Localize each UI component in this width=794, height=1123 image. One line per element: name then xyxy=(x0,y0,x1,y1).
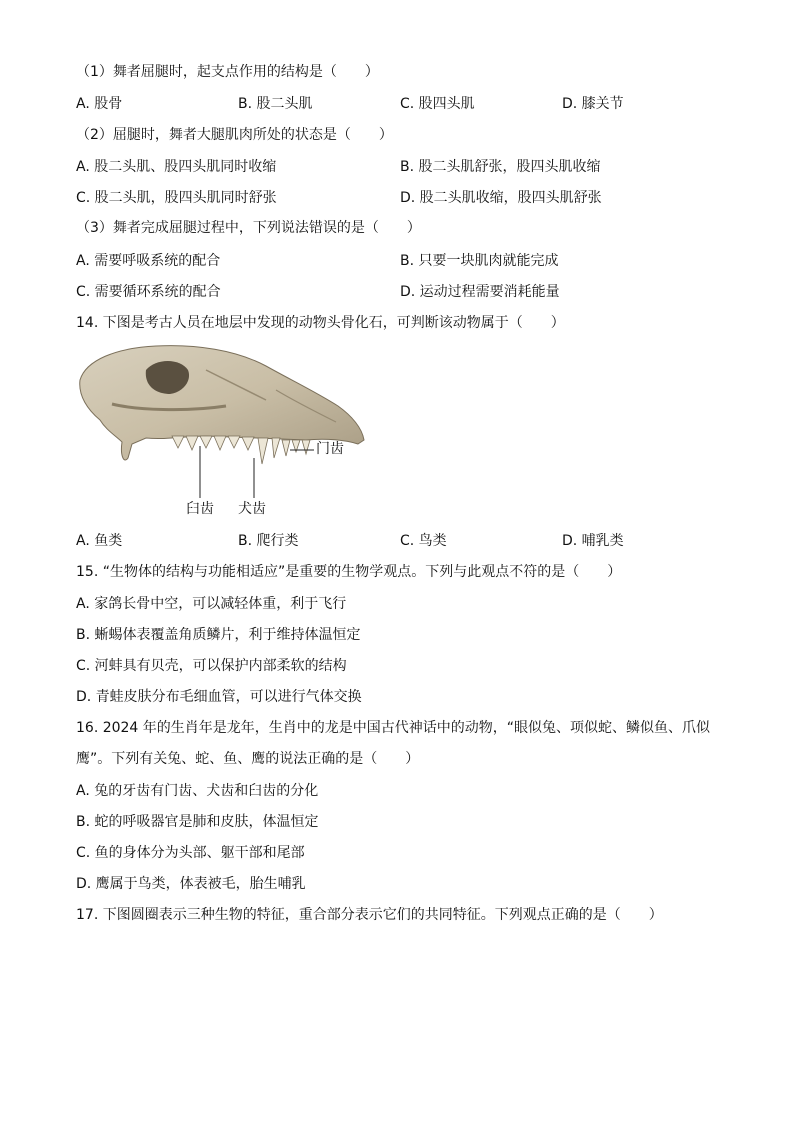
q14-option-d[interactable]: D. 哺乳类 xyxy=(562,533,624,549)
q13-sub2-option-c[interactable]: C. 股二头肌，股四头肌同时舒张 xyxy=(76,190,277,206)
label-canine: 犬齿 xyxy=(238,501,266,517)
q16-option-d[interactable]: D. 鹰属于鸟类，体表被毛，胎生哺乳 xyxy=(76,876,306,892)
label-incisor: 门齿 xyxy=(316,441,344,457)
q13-sub2-stem: （2）屈腿时，舞者大腿肌肉所处的状态是（ ） xyxy=(76,127,393,143)
q13-sub3-option-c[interactable]: C. 需要循环系统的配合 xyxy=(76,284,221,300)
q14-option-a[interactable]: A. 鱼类 xyxy=(76,533,123,549)
q14-option-c[interactable]: C. 鸟类 xyxy=(400,533,447,549)
q14-option-b[interactable]: B. 爬行类 xyxy=(238,533,299,549)
q13-sub2-option-d[interactable]: D. 股二头肌收缩，股四头肌舒张 xyxy=(400,190,602,206)
q15-option-c[interactable]: C. 河蚌具有贝壳，可以保护内部柔软的结构 xyxy=(76,658,347,674)
q16-option-b[interactable]: B. 蛇的呼吸器官是肺和皮肤，体温恒定 xyxy=(76,814,319,830)
q15-option-d[interactable]: D. 青蛙皮肤分布毛细血管，可以进行气体交换 xyxy=(76,689,362,705)
q15-option-a[interactable]: A. 家鸽长骨中空，可以减轻体重，利于飞行 xyxy=(76,596,347,612)
q13-sub2-option-b[interactable]: B. 股二头肌舒张，股四头肌收缩 xyxy=(400,159,601,175)
q13-sub1-option-a[interactable]: A. 股骨 xyxy=(76,96,123,112)
q15-stem: 15. “生物体的结构与功能相适应”是重要的生物学观点。下列与此观点不符的是（ ） xyxy=(76,564,622,580)
q16-stem-line2: 鹰”。下列有关兔、蛇、鱼、鹰的说法正确的是（ ） xyxy=(76,751,420,767)
label-molar: 臼齿 xyxy=(186,501,214,517)
q16-option-a[interactable]: A. 兔的牙齿有门齿、犬齿和臼齿的分化 xyxy=(76,783,319,799)
q13-sub3-option-b[interactable]: B. 只要一块肌肉就能完成 xyxy=(400,253,559,269)
q16-stem-line1: 16. 2024 年的生肖年是龙年，生肖中的龙是中国古代神话中的动物，“眼似兔、项似蛇、鳞似鱼、爪似 xyxy=(76,720,711,736)
q13-sub1-option-c[interactable]: C. 股四头肌 xyxy=(400,96,475,112)
q13-sub1-option-b[interactable]: B. 股二头肌 xyxy=(238,96,313,112)
skull-figure xyxy=(76,340,376,520)
q14-stem: 14. 下图是考古人员在地层中发现的动物头骨化石，可判断该动物属于（ ） xyxy=(76,315,565,331)
q13-sub3-stem: （3）舞者完成屈腿过程中，下列说法错误的是（ ） xyxy=(76,220,421,236)
q17-stem: 17. 下图圆圈表示三种生物的特征，重合部分表示它们的共同特征。下列观点正确的是（ ） xyxy=(76,907,663,923)
q16-option-c[interactable]: C. 鱼的身体分为头部、躯干部和尾部 xyxy=(76,845,305,861)
q13-sub2-option-a[interactable]: A. 股二头肌、股四头肌同时收缩 xyxy=(76,159,277,175)
q13-sub1-stem: （1）舞者屈腿时，起支点作用的结构是（ ） xyxy=(76,64,379,80)
q13-sub3-option-a[interactable]: A. 需要呼吸系统的配合 xyxy=(76,253,221,269)
q15-option-b[interactable]: B. 蜥蜴体表覆盖角质鳞片，利于维持体温恒定 xyxy=(76,627,361,643)
q13-sub1-option-d[interactable]: D. 膝关节 xyxy=(562,96,624,112)
q13-sub3-option-d[interactable]: D. 运动过程需要消耗能量 xyxy=(400,284,560,300)
skull-illustration xyxy=(76,340,376,520)
